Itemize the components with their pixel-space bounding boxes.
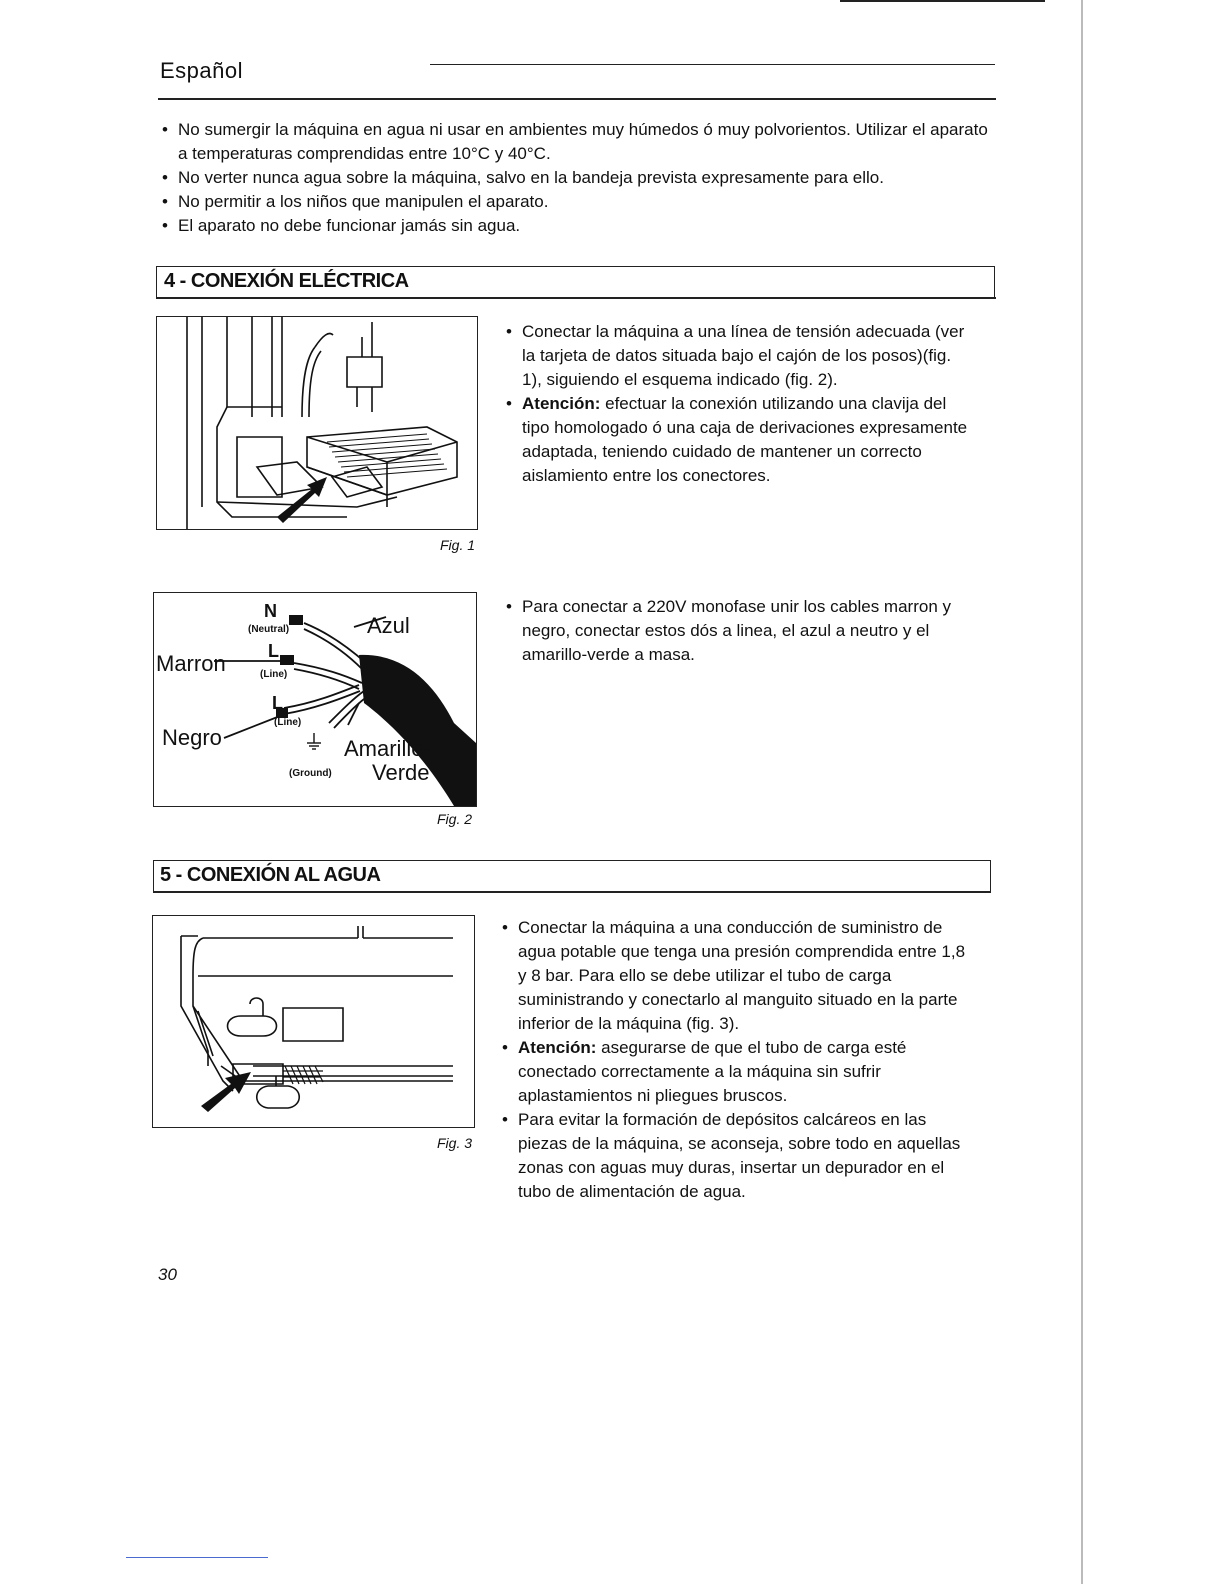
line2-letter: L bbox=[272, 693, 283, 713]
amarillo-label: Amarillo- bbox=[344, 736, 431, 761]
line1-letter: L bbox=[268, 641, 279, 661]
attention-label: Atención: bbox=[522, 394, 601, 413]
neutral-letter: N bbox=[264, 601, 277, 621]
attention-text: efectuar la conexión utilizando una clavija del tipo homologado ó una caja de derivaciones expresamente adaptada, teniendo cuidado de mantener un correcto aislamiento entre los conectores. bbox=[522, 394, 968, 485]
header-top-line bbox=[430, 64, 995, 65]
pointer-arrow-icon bbox=[201, 1072, 251, 1112]
section4-heading-underline bbox=[156, 297, 996, 299]
list-item: • Para evitar la formación de depósitos calcáreos en las piezas de la máquina, se aconseja, sobre todo en aquellas zonas con aguas muy duras, insertar un depurador en el tubo de alimentación de agua. bbox=[500, 1108, 978, 1204]
marron-label: Marron bbox=[156, 651, 226, 676]
list-item bbox=[504, 392, 974, 488]
ground-label: (Ground) bbox=[289, 768, 332, 779]
pointer-arrow-icon bbox=[277, 477, 327, 523]
verde-label: Verde bbox=[372, 760, 430, 785]
negro-label: Negro bbox=[162, 725, 222, 750]
page-number: 30 bbox=[158, 1265, 177, 1284]
list-item: • No verter nunca agua sobre la máquina, salvo en la bandeja prevista expresamente para ello. bbox=[160, 166, 990, 190]
section5-text bbox=[500, 916, 978, 1204]
list-item: • Para conectar a 220V monofase unir los cables marron y negro, conectar estos dós a linea, el azul a neutro y el amarillo-verde a masa. bbox=[504, 595, 974, 667]
azul-label: Azul bbox=[367, 613, 410, 638]
section4-title: 4 - CONEXIÓN ELÉCTRICA bbox=[164, 270, 409, 292]
line1-sub: (Line) bbox=[260, 669, 288, 680]
attention-text: asegurarse de que el tubo de carga esté conectado correctamente a la máquina sin sufrir aplastamientos ni pliegues bruscos. bbox=[518, 1038, 907, 1105]
neutral-sub: (Neutral) bbox=[248, 624, 290, 635]
intro-bullet-list bbox=[160, 118, 990, 238]
figure-2-wiring-diagram bbox=[153, 592, 477, 807]
right-edge-rule bbox=[1081, 0, 1083, 1584]
list-item: • No sumergir la máquina en agua ni usar en ambientes muy húmedos ó muy polvorientos. Utilizar el aparato a temperaturas comprendidas entre 10°C y 40°C. bbox=[160, 118, 990, 166]
figure-3-water-connection bbox=[152, 915, 475, 1128]
header-bottom-line bbox=[158, 98, 996, 100]
water-connection-illustration bbox=[153, 916, 474, 1127]
attention-label: Atención: bbox=[518, 1038, 597, 1057]
fig2-label: Fig. 2 bbox=[437, 811, 473, 827]
section4-text bbox=[504, 320, 974, 488]
language-heading: Español bbox=[160, 58, 244, 83]
bottom-rule bbox=[126, 1557, 268, 1558]
section4-wiring-text bbox=[504, 595, 974, 667]
top-rule bbox=[840, 0, 1045, 2]
list-item: • Conectar la máquina a una línea de tensión adecuada (ver la tarjeta de datos situada bajo el cajón de los posos)(fig. 1), siguiendo el esquema indicado (fig. 2). bbox=[504, 320, 974, 392]
machine-illustration bbox=[157, 317, 477, 529]
list-item bbox=[500, 1036, 978, 1108]
section5-title: 5 - CONEXIÓN AL AGUA bbox=[160, 864, 381, 886]
fig3-label: Fig. 3 bbox=[437, 1135, 473, 1151]
list-item: • Conectar la máquina a una conducción de suministro de agua potable que tenga una presión comprendida entre 1,8 y 8 bar. Para ello se debe utilizar el tubo de carga suministrando y conectarlo al manguito situado en la parte inferior de la máquina (fig. 3). bbox=[500, 916, 978, 1036]
fig1-label: Fig. 1 bbox=[440, 537, 476, 553]
line2-sub: (Line) bbox=[274, 717, 302, 728]
figure-1-machine-drawing bbox=[156, 316, 478, 530]
section5-heading-underline bbox=[153, 891, 991, 893]
list-item: • No permitir a los niños que manipulen el aparato. bbox=[160, 190, 990, 214]
list-item: • El aparato no debe funcionar jamás sin agua. bbox=[160, 214, 990, 238]
